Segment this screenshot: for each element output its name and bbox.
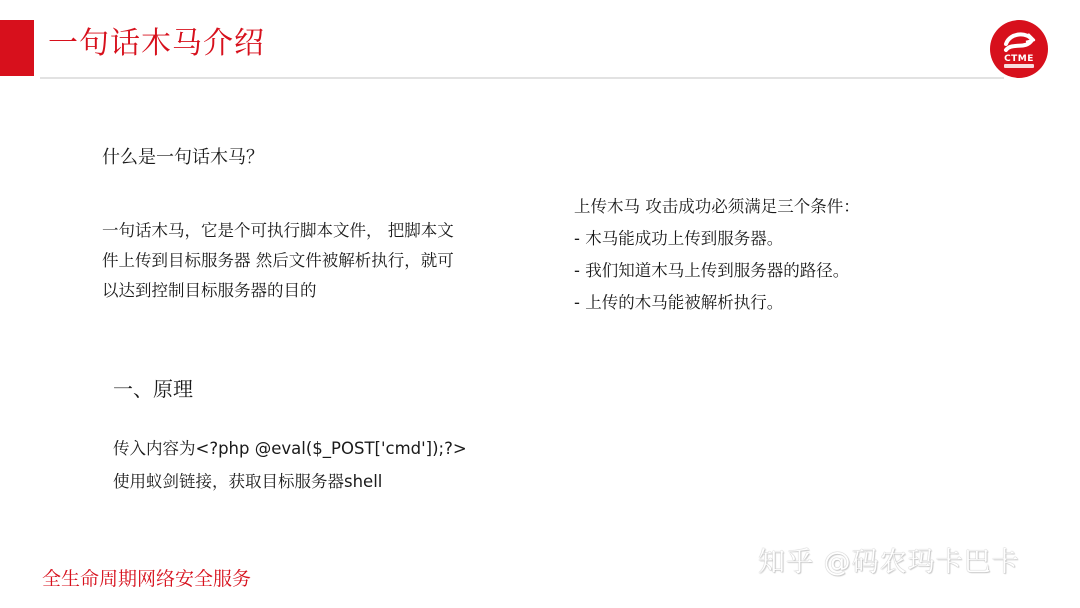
footer-tagline: 全生命周期网络安全服务 [42, 568, 252, 590]
logo-emblem-icon [990, 20, 1048, 78]
principle-line: 传入内容为<?php @eval($_POST['cmd']);?> [113, 439, 467, 458]
principle-line: 使用蚁剑链接，获取目标服务器shell [113, 472, 383, 491]
principle-heading: 一、原理 [113, 377, 193, 401]
condition-item: - 上传的木马能被解析执行。 [574, 293, 784, 312]
definition-line: 以达到控制目标服务器的目的 [102, 281, 317, 300]
definition-paragraph [102, 216, 502, 306]
condition-item: - 我们知道木马上传到服务器的路径。 [574, 261, 850, 280]
condition-item: - 木马能成功上传到服务器。 [574, 229, 784, 248]
conditions-block [574, 191, 860, 319]
watermark: 知乎 @码农玛卡巴卡 [758, 547, 1020, 578]
principle-block [113, 432, 467, 498]
definition-line: 一句话木马，它是个可执行脚本文件， 把脚本文 [102, 221, 454, 240]
company-logo [990, 20, 1048, 78]
title-divider [40, 77, 1004, 79]
conditions-heading: 上传木马 攻击成功必须满足三个条件： [574, 197, 860, 216]
logo-text: CTME [1004, 54, 1034, 64]
definition-line: 件上传到目标服务器 然后文件被解析执行，就可 [102, 251, 454, 270]
page-title: 一句话木马介绍 [48, 26, 265, 61]
intro-question: 什么是一句话木马？ [102, 147, 264, 168]
title-accent-bar [0, 20, 34, 76]
